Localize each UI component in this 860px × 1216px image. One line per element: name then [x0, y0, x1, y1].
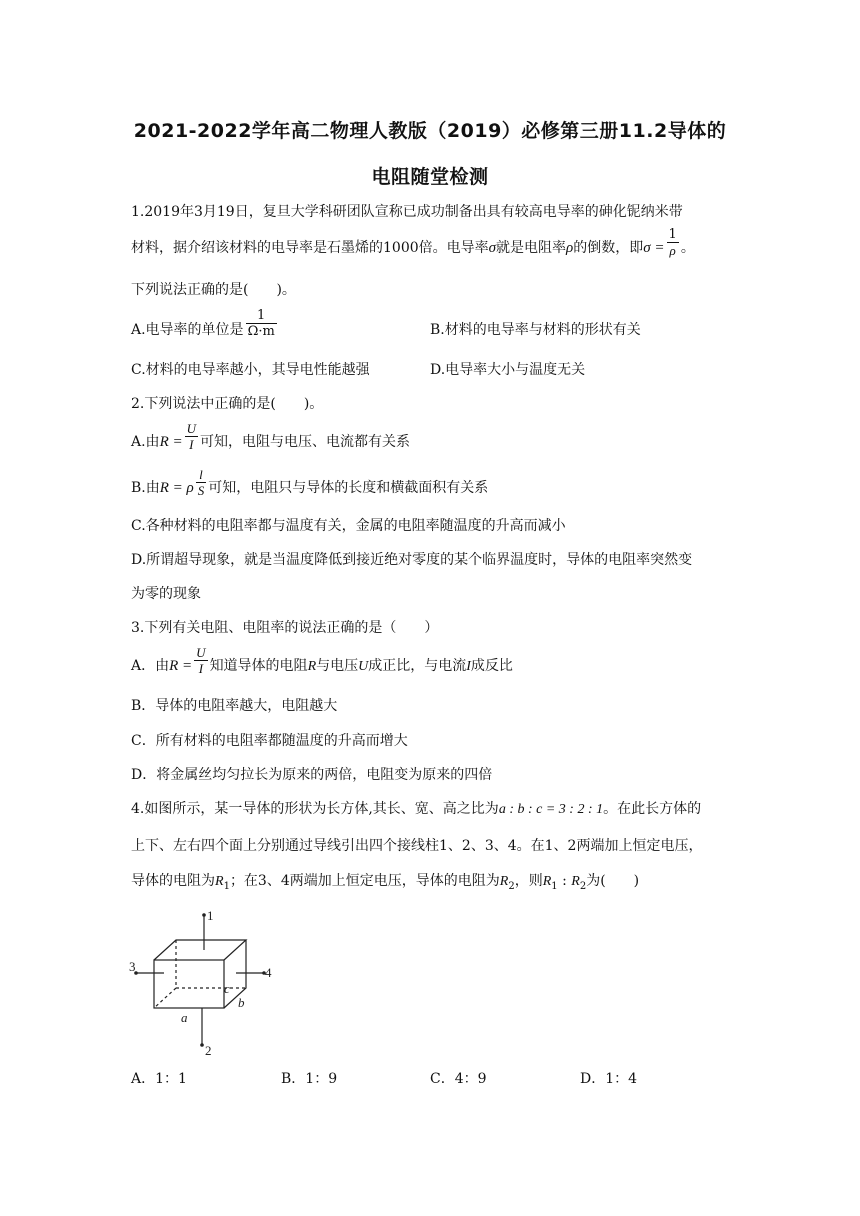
q1-formula-den: ρ	[667, 242, 679, 258]
q2-option-b-num: l	[199, 466, 203, 482]
q4-line2: 上下、左右四个面上分别通过导线引出四个接线柱1、2、3、4。在1、2两端加上恒定电压，	[131, 838, 703, 854]
q3-option-a-prefix: A．由	[131, 658, 170, 674]
q4-r1: R	[215, 874, 224, 889]
q4-line3	[131, 871, 639, 897]
q2-option-a-lhs: R =	[159, 434, 183, 450]
q3-stem: 3.下列有关电阻、电阻率的说法正确的是（ ）	[131, 620, 439, 636]
terminal-1-dot	[202, 913, 206, 917]
q4-option-d: D．1：4	[580, 1071, 638, 1087]
q4-r1-sub: 1	[223, 880, 230, 892]
q4-option-b: B．1：9	[281, 1071, 338, 1087]
terminal-1-label: 1	[207, 908, 214, 923]
q1-sigma: σ	[488, 240, 497, 256]
q1-formula-fraction	[667, 227, 679, 258]
q1-formula-num: 1	[668, 226, 677, 242]
q3-option-b: B．导体的电阻率越大，电阻越大	[131, 698, 338, 714]
q4-r2b-sub: 2	[579, 880, 587, 892]
q3-option-a-mid3: 成正比，与电流	[368, 658, 467, 674]
q2-option-b-prefix: B.由	[131, 480, 160, 496]
q1-option-a	[131, 307, 279, 340]
q4-line3-c: ，则	[514, 873, 543, 889]
q2-option-b	[131, 466, 489, 498]
terminal-2-label: 2	[205, 1043, 212, 1058]
q2-option-a-fraction	[185, 421, 198, 452]
terminal-2-dot	[200, 1043, 204, 1047]
q3-option-a-num: U	[196, 644, 206, 660]
q2-option-c: C.各种材料的电阻率都与温度有关，金属的电阻率随温度的升高而减小	[131, 518, 566, 534]
q2-option-b-suffix: 可知，电阻只与导体的长度和横截面积有关系	[208, 480, 489, 496]
q4-ratio: a : b : c = 3 : 2 : 1	[498, 802, 604, 817]
q4-r2-sub: 2	[508, 880, 515, 892]
dimension-a-label: a	[181, 1010, 188, 1025]
q2-option-a	[131, 420, 410, 452]
q3-option-a-fraction	[194, 645, 207, 676]
q3-option-a	[131, 644, 513, 677]
q3-option-a-I: I	[466, 659, 471, 674]
q2-option-b-lhs: R = ρ	[159, 480, 194, 496]
q4-line3-a: 导体的电阻为	[131, 873, 215, 889]
q2-stem: 2.下列说法中正确的是( )。	[131, 396, 324, 412]
q2-option-a-prefix: A.由	[131, 434, 160, 450]
q1-formula-end: 。	[680, 240, 695, 256]
dimension-b-label: b	[238, 995, 245, 1010]
q2-option-d-line2: 为零的现象	[131, 586, 201, 602]
q4-r2b: R	[571, 874, 580, 889]
cuboid-front-face	[154, 960, 224, 1008]
q3-option-a-U: U	[358, 659, 369, 674]
q1-formula-lhs: σ =	[643, 240, 665, 256]
q4-line1	[131, 799, 701, 820]
q2-option-b-fraction	[196, 467, 207, 498]
cuboid-top-face	[154, 940, 246, 960]
q4-option-c: C．4：9	[430, 1071, 487, 1087]
q3-option-c: C．所有材料的电阻率都随温度的升高而增大	[131, 733, 408, 749]
q4-cuboid-figure	[126, 905, 286, 1065]
q1-line2-tail: 的倒数，即	[573, 240, 644, 256]
q2-option-a-suffix: 可知，电阻与电压、电流都有关系	[200, 434, 410, 450]
q4-r1b-sub: 1	[551, 880, 558, 892]
q4-r2: R	[499, 874, 509, 889]
doc-title-line1: 2021-2022学年高二物理人教版（2019）必修第三册11.2导体的	[133, 120, 727, 142]
q3-option-a-lhs: R =	[169, 658, 193, 674]
q3-option-d: D．将金属丝均匀拉长为原来的两倍，电阻变为原来的四倍	[131, 767, 493, 783]
q3-option-a-R: R	[307, 659, 317, 674]
q2-option-d-line1: D.所谓超导现象，就是当温度降低到接近绝对零度的某个临界温度时，导体的电阻率突然变	[131, 552, 693, 568]
q1-option-a-fraction	[246, 308, 277, 339]
q1-option-a-prefix: A.电导率的单位是	[131, 322, 244, 338]
q1-line3: 下列说法正确的是( )。	[131, 282, 296, 298]
q1-line1: 1.2019年3月19日，复旦大学科研团队宣称已成功制备出具有较高电导率的砷化铌纳米带	[131, 204, 683, 220]
q1-option-b: B.材料的电导率与材料的形状有关	[430, 322, 641, 338]
q2-option-a-num: U	[186, 420, 196, 436]
q1-option-d: D.电导率大小与温度无关	[430, 362, 586, 378]
q1-line2-text: 材料，据介绍该材料的电导率是石墨烯的1000倍。电导率	[131, 240, 489, 256]
q4-colon: :	[557, 873, 572, 889]
q3-option-a-end: 成反比	[470, 658, 513, 674]
q3-option-a-den: I	[194, 660, 207, 676]
q4-line1-suffix: 。在此长方体的	[603, 801, 702, 817]
q1-rho: ρ	[566, 240, 574, 256]
dimension-c-label: c	[224, 981, 230, 996]
q4-option-a: A．1：1	[131, 1071, 187, 1087]
doc-title-line2: 电阻随堂检测	[371, 166, 489, 188]
q4-line3-b: ；在3、4两端加上恒定电压，导体的电阻为	[229, 873, 500, 889]
q2-option-a-den: I	[185, 436, 198, 452]
q1-option-a-den: Ω·m	[247, 323, 275, 339]
q4-line1-prefix: 4.如图所示，某一导体的形状为长方体,其长、宽、高之比为	[131, 801, 499, 817]
q3-option-a-mid2: 与电压	[316, 658, 359, 674]
q1-option-c: C.材料的电导率越小，其导电性能越强	[131, 362, 370, 378]
q3-option-a-mid1: 知道导体的电阻	[209, 658, 308, 674]
q1-line2	[131, 226, 695, 258]
terminal-3-label: 3	[129, 959, 136, 974]
q4-r1b: R	[542, 874, 552, 889]
q2-option-b-den: S	[197, 482, 205, 498]
q1-option-a-num: 1	[257, 307, 266, 323]
q1-line2-mid: 就是电阻率	[496, 240, 567, 256]
q4-line3-d: 为( )	[586, 873, 640, 889]
terminal-4-label: 4	[265, 965, 272, 980]
